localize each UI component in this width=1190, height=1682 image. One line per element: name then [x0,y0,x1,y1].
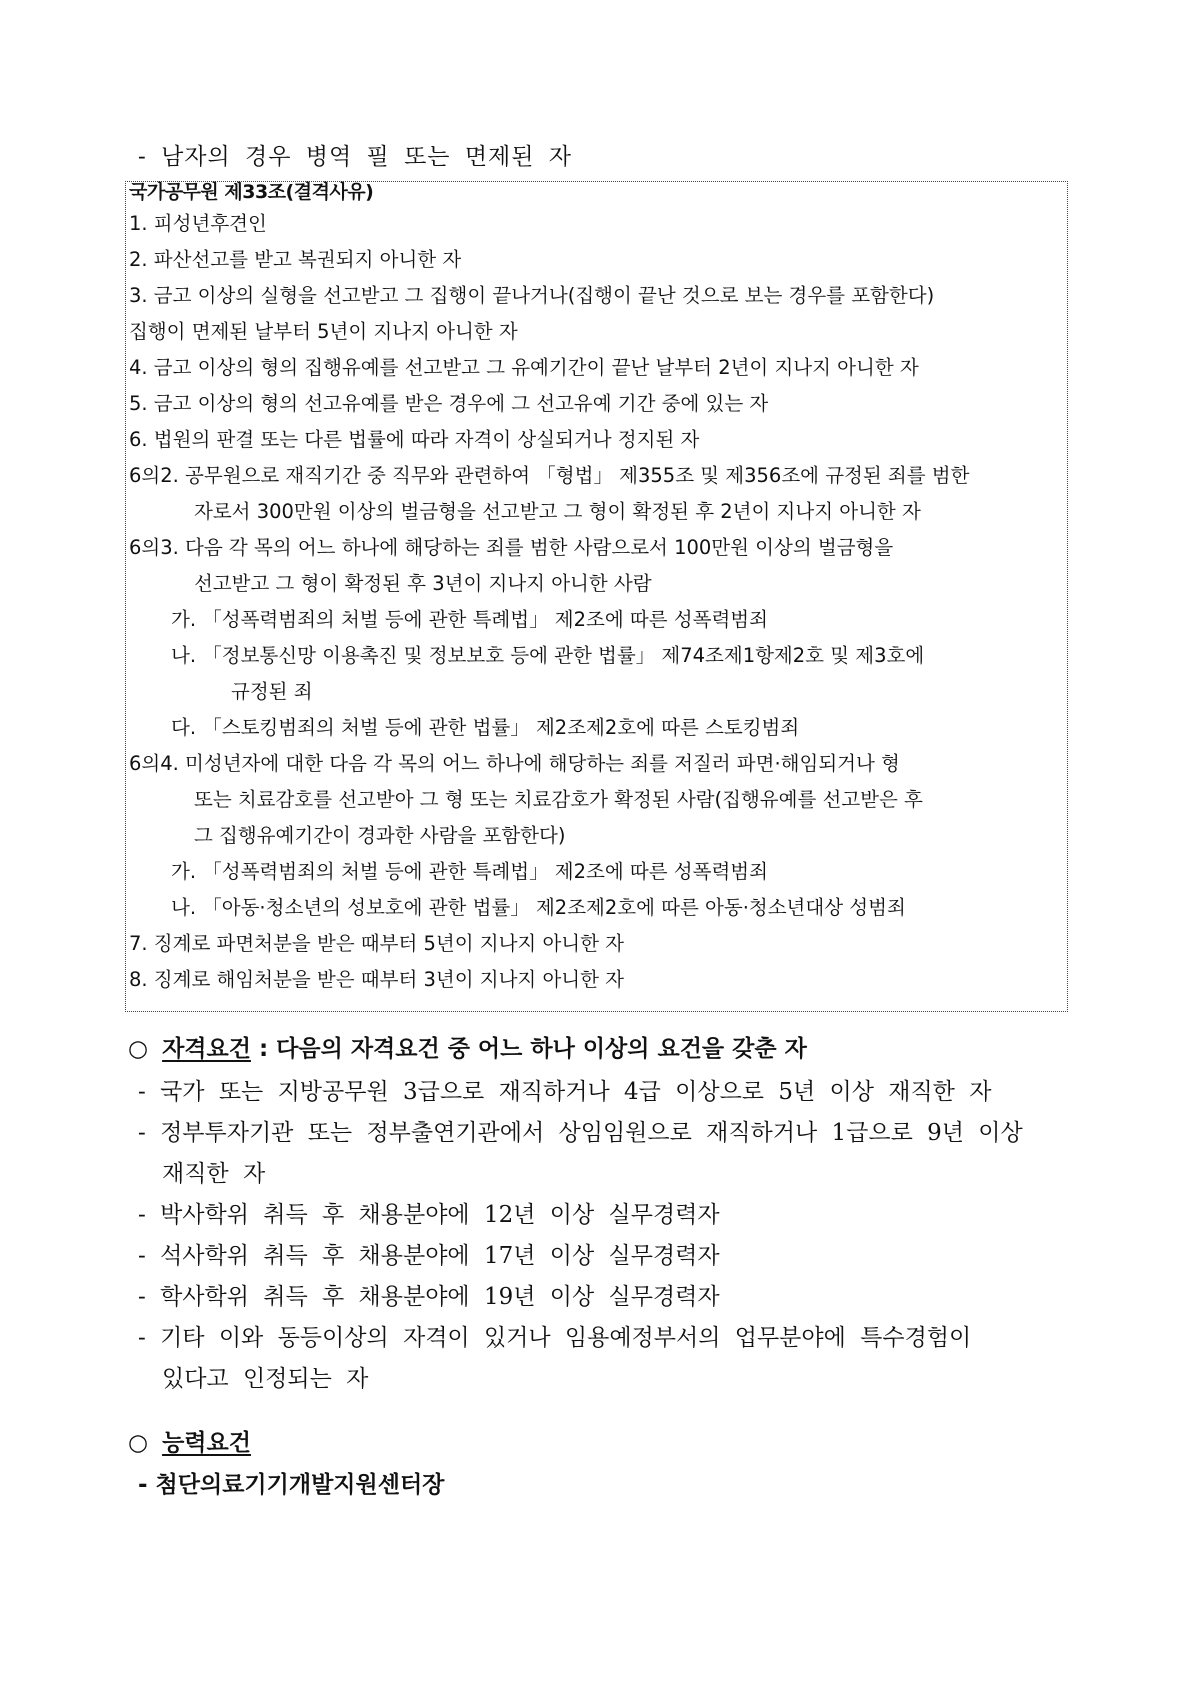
circle-bullet-icon: ○ [128,1036,149,1062]
box-line: 나. 「정보통신망 이용촉진 및 정보보호 등에 관한 법률」 제74조제1항제2호 및 제3호에 [171,644,925,667]
box-line: 1. 피성년후견인 [129,212,267,235]
box-line: 6. 법원의 판결 또는 다른 법률에 따라 자격이 상실되거나 정지된 자 [129,428,700,451]
disqualification-box [125,181,1068,1012]
box-line: 또는 치료감호를 선고받아 그 형 또는 치료감호가 확정된 사람(집행유예를 선고받은 후 [194,788,923,811]
qualification-item: - 정부투자기관 또는 정부출연기관에서 상임임원으로 재직하거나 1급으로 9년 이상 [138,1120,1023,1146]
box-line: 집행이 면제된 날부터 5년이 지나지 아니한 자 [129,320,518,343]
box-line: 다. 「스토킹범죄의 처벌 등에 관한 법률」 제2조제2호에 따른 스토킹범죄 [171,716,800,739]
qualification-heading [128,1030,807,1063]
box-line: 8. 징계로 해임처분을 받은 때부터 3년이 지나지 아니한 자 [129,968,625,991]
qualification-item: - 국가 또는 지방공무원 3급으로 재직하거나 4급 이상으로 5년 이상 재직한 자 [138,1079,992,1105]
box-line: 2. 파산선고를 받고 복권되지 아니한 자 [129,248,462,271]
box-line: 가. 「성폭력범죄의 처벌 등에 관한 특례법」 제2조에 따른 성폭력범죄 [171,860,768,883]
box-line: 나. 「아동·청소년의 성보호에 관한 법률」 제2조제2호에 따른 아동·청소년대상 성범죄 [171,896,906,919]
box-line: 규정된 죄 [231,680,313,703]
box-line: 가. 「성폭력범죄의 처벌 등에 관한 특례법」 제2조에 따른 성폭력범죄 [171,608,768,631]
qualification-item: 있다고 인정되는 자 [162,1366,369,1392]
qualification-item: - 학사학위 취득 후 채용분야에 19년 이상 실무경력자 [138,1284,720,1310]
box-line: 선고받고 그 형이 확정된 후 3년이 지나지 아니한 사람 [194,572,652,595]
box-line: 6의2. 공무원으로 재직기간 중 직무와 관련하여 「형법」 제355조 및 제356조에 규정된 죄를 범한 [129,464,970,487]
qualification-heading-rest: : 다음의 자격요건 중 어느 하나 이상의 요건을 갖춘 자 [250,1036,807,1062]
box-line: 5. 금고 이상의 형의 선고유예를 받은 경우에 그 선고유예 기간 중에 있는 자 [129,392,769,415]
qualification-heading-label: 자격요건 [162,1036,251,1062]
box-line: 3. 금고 이상의 실형을 선고받고 그 집행이 끝나거나(집행이 끝난 것으로 보는 경우를 포함한다) [129,284,935,307]
ability-heading-label: 능력요건 [162,1430,251,1456]
box-line: 4. 금고 이상의 형의 집행유예를 선고받고 그 유예기간이 끝난 날부터 2년이 지나지 아니한 자 [129,356,919,379]
qualification-item: - 기타 이와 동등이상의 자격이 있거나 임용예정부서의 업무분야에 특수경험이 [138,1325,972,1351]
qualification-item: - 석사학위 취득 후 채용분야에 17년 이상 실무경력자 [138,1243,720,1269]
box-line: 7. 징계로 파면처분을 받은 때부터 5년이 지나지 아니한 자 [129,932,625,955]
circle-bullet-icon: ○ [128,1430,149,1456]
ability-item: - 첨단의료기기개발지원센터장 [138,1472,445,1498]
box-title: 국가공무원 제33조(결격사유) [129,181,374,203]
ability-heading [128,1424,251,1457]
qualification-item: - 박사학위 취득 후 채용분야에 12년 이상 실무경력자 [138,1202,720,1228]
box-line: 그 집행유예기간이 경과한 사람을 포함한다) [194,824,566,847]
military-service-line: - 남자의 경우 병역 필 또는 면제된 자 [138,144,573,170]
box-line: 6의3. 다음 각 목의 어느 하나에 해당하는 죄를 범한 사람으로서 100만원 이상의 벌금형을 [129,536,894,559]
qualification-item: 재직한 자 [162,1161,266,1187]
box-line: 자로서 300만원 이상의 벌금형을 선고받고 그 형이 확정된 후 2년이 지나지 아니한 자 [194,500,921,523]
box-line: 6의4. 미성년자에 대한 다음 각 목의 어느 하나에 해당하는 죄를 저질러 파면·해임되거나 형 [129,752,900,775]
